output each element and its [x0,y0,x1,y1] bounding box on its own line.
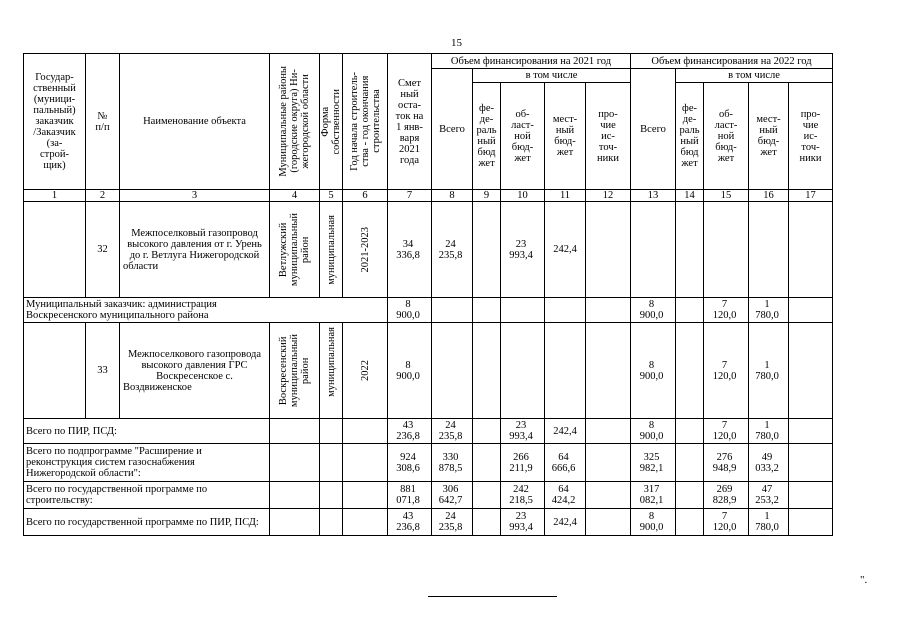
cell-ownership [320,419,343,444]
col-number: 16 [749,190,789,202]
cell-total-2021: 24 235,8 [432,509,473,536]
col-number: 6 [343,190,388,202]
header-regional-2021: об- ласт- ной бюд- жет [501,83,545,190]
cell-total-2021: 24 235,8 [432,202,473,298]
cell-district: Ветлужский муниципальный район [270,202,320,298]
header-including-2022: в том числе [676,69,833,83]
col-number: 1 [24,190,86,202]
header-regional-2022: об- ласт- ной бюд- жет [704,83,749,190]
cell-customer [24,323,86,419]
table-row [24,202,833,298]
cell-federal-2022 [676,298,704,323]
cell-district [270,509,320,536]
cell-regional-2021: 23 993,4 [501,202,545,298]
cell-object-name: Межпоселкового газопровода высокого давления ГРС Воскресенское с. Воздвиженское [120,323,270,419]
cell-other-2021 [586,509,631,536]
header-federal-2022: фе- де- раль ный бюд жет [676,83,704,190]
cell-federal-2021 [473,323,501,419]
table-row [24,482,833,509]
cell-other-2022 [789,509,833,536]
header-total-2022: Всего [631,69,676,190]
cell-regional-2021 [501,298,545,323]
header-ownership: Форма собственности [320,54,343,190]
col-number: 8 [432,190,473,202]
cell-local-2021: 64 424,2 [545,482,586,509]
cell-federal-2022 [676,323,704,419]
cell-federal-2022 [676,509,704,536]
col-number: 15 [704,190,749,202]
cell-total-label: Всего по ПИР, ПСД: [24,419,270,444]
cell-total-2022: 8 900,0 [631,323,676,419]
cell-estimate: 8 900,0 [388,323,432,419]
cell-total-2021: 24 235,8 [432,419,473,444]
header-local-2022: мест- ный бюд- жет [749,83,789,190]
cell-other-2022 [789,419,833,444]
col-number: 10 [501,190,545,202]
cell-local-2021: 64 666,6 [545,444,586,482]
col-number: 7 [388,190,432,202]
cell-local-2022: 1 780,0 [749,509,789,536]
end-line [428,596,557,597]
cell-federal-2022 [676,419,704,444]
table-row [24,298,833,323]
cell-local-2021: 242,4 [545,202,586,298]
cell-other-2021 [586,419,631,444]
cell-estimate: 34 336,8 [388,202,432,298]
col-number: 9 [473,190,501,202]
header-local-2021: мест- ный бюд- жет [545,83,586,190]
header-other-2021: про- чие ис- точ- ники [586,83,631,190]
cell-years [343,419,388,444]
col-number: 17 [789,190,833,202]
cell-district [270,444,320,482]
page-number: 15 [451,37,462,49]
column-numbers-row [24,190,833,202]
cell-ownership [320,444,343,482]
col-number: 14 [676,190,704,202]
cell-total-label: Всего по государственной программе по строительству: [24,482,270,509]
col-number: 12 [586,190,631,202]
col-number: 11 [545,190,586,202]
cell-estimate: 43 236,8 [388,509,432,536]
col-number: 13 [631,190,676,202]
cell-local-2022: 49 033,2 [749,444,789,482]
cell-ownership [320,482,343,509]
cell-regional-2022: 7 120,0 [704,509,749,536]
cell-local-2022: 1 780,0 [749,419,789,444]
cell-estimate: 881 071,8 [388,482,432,509]
cell-local-2021 [545,298,586,323]
cell-local-2021: 242,4 [545,509,586,536]
header-federal-2021: фе- де- раль ный бюд жет [473,83,501,190]
cell-district: Воскресенский муниципальный район [270,323,320,419]
cell-total-label: Всего по государственной программе по ПИР, ПСД: [24,509,270,536]
cell-customer-label: Муниципальный заказчик: администрация Воскресенского муниципального района [24,298,388,323]
cell-other-2022 [789,323,833,419]
cell-federal-2021 [473,298,501,323]
cell-regional-2022: 269 828,9 [704,482,749,509]
cell-other-2022 [789,202,833,298]
table-row [24,323,833,419]
cell-years [343,509,388,536]
cell-federal-2021 [473,482,501,509]
cell-estimate: 43 236,8 [388,419,432,444]
col-number: 2 [86,190,120,202]
header-including-2021: в том числе [473,69,631,83]
cell-years [343,444,388,482]
cell-local-2022 [749,202,789,298]
header-fin-2022: Объем финансирования на 2022 год [631,54,833,69]
cell-other-2022 [789,298,833,323]
cell-other-2022 [789,482,833,509]
cell-local-2022: 47 253,2 [749,482,789,509]
table-row [24,419,833,444]
cell-object-name: Межпоселковый газопровод высокого давления от г. Урень до г. Ветлуга Нижегородской области [120,202,270,298]
header-fin-2021: Объем финансирования на 2021 год [432,54,631,69]
cell-total-2021 [432,323,473,419]
header-total-2021: Всего [432,69,473,190]
col-number: 4 [270,190,320,202]
cell-customer [24,202,86,298]
cell-total-2021: 330 878,5 [432,444,473,482]
cell-local-2022: 1 780,0 [749,298,789,323]
closing-quote: ". [860,574,868,586]
cell-other-2021 [586,444,631,482]
header-years: Год начала строитель- ства - год окончания строительства [343,54,388,190]
cell-regional-2022: 276 948,9 [704,444,749,482]
cell-local-2022: 1 780,0 [749,323,789,419]
table-row [24,509,833,536]
cell-federal-2021 [473,509,501,536]
cell-total-2022: 8 900,0 [631,509,676,536]
cell-years: 2021-2023 [343,202,388,298]
cell-total-2022 [631,202,676,298]
cell-federal-2021 [473,444,501,482]
cell-other-2021 [586,323,631,419]
cell-regional-2021 [501,323,545,419]
cell-years: 2022 [343,323,388,419]
cell-federal-2021 [473,419,501,444]
header-customer: Государ- ственный (муници- пальный) заказчик /Заказчик (за- строй- щик) [24,54,86,190]
cell-estimate: 924 308,6 [388,444,432,482]
table-row [24,444,833,482]
cell-total-label: Всего по подпрограмме "Расширение и реконструкция систем газоснабжения Нижегородской области": [24,444,270,482]
col-number: 5 [320,190,343,202]
cell-regional-2021: 242 218,5 [501,482,545,509]
cell-regional-2021: 23 993,4 [501,509,545,536]
cell-ownership: муниципальная [320,323,343,419]
cell-regional-2022: 7 120,0 [704,298,749,323]
cell-regional-2022 [704,202,749,298]
cell-num: 32 [86,202,120,298]
header-num: № п/п [86,54,120,190]
cell-total-2022: 317 082,1 [631,482,676,509]
financing-table [23,53,833,536]
cell-federal-2022 [676,444,704,482]
cell-num: 33 [86,323,120,419]
cell-district [270,419,320,444]
cell-total-2022: 8 900,0 [631,419,676,444]
cell-local-2021 [545,323,586,419]
cell-regional-2021: 266 211,9 [501,444,545,482]
cell-ownership: муниципальная [320,202,343,298]
cell-other-2022 [789,444,833,482]
cell-other-2021 [586,298,631,323]
cell-estimate: 8 900,0 [388,298,432,323]
header-districts: Муниципальные районы (городские округа) Ни- жегородской области [270,54,320,190]
header-estimate: Смет ный оста- ток на 1 янв- варя 2021 года [388,54,432,190]
cell-total-2021 [432,298,473,323]
cell-other-2021 [586,202,631,298]
cell-other-2021 [586,482,631,509]
header-other-2022: про- чие ис- точ- ники [789,83,833,190]
cell-regional-2022: 7 120,0 [704,419,749,444]
cell-total-2022: 325 982,1 [631,444,676,482]
cell-years [343,482,388,509]
cell-ownership [320,509,343,536]
cell-total-2022: 8 900,0 [631,298,676,323]
cell-regional-2021: 23 993,4 [501,419,545,444]
cell-regional-2022: 7 120,0 [704,323,749,419]
cell-district [270,482,320,509]
col-number: 3 [120,190,270,202]
cell-federal-2021 [473,202,501,298]
cell-local-2021: 242,4 [545,419,586,444]
cell-federal-2022 [676,482,704,509]
cell-federal-2022 [676,202,704,298]
header-object-name: Наименование объекта [120,54,270,190]
cell-total-2021: 306 642,7 [432,482,473,509]
